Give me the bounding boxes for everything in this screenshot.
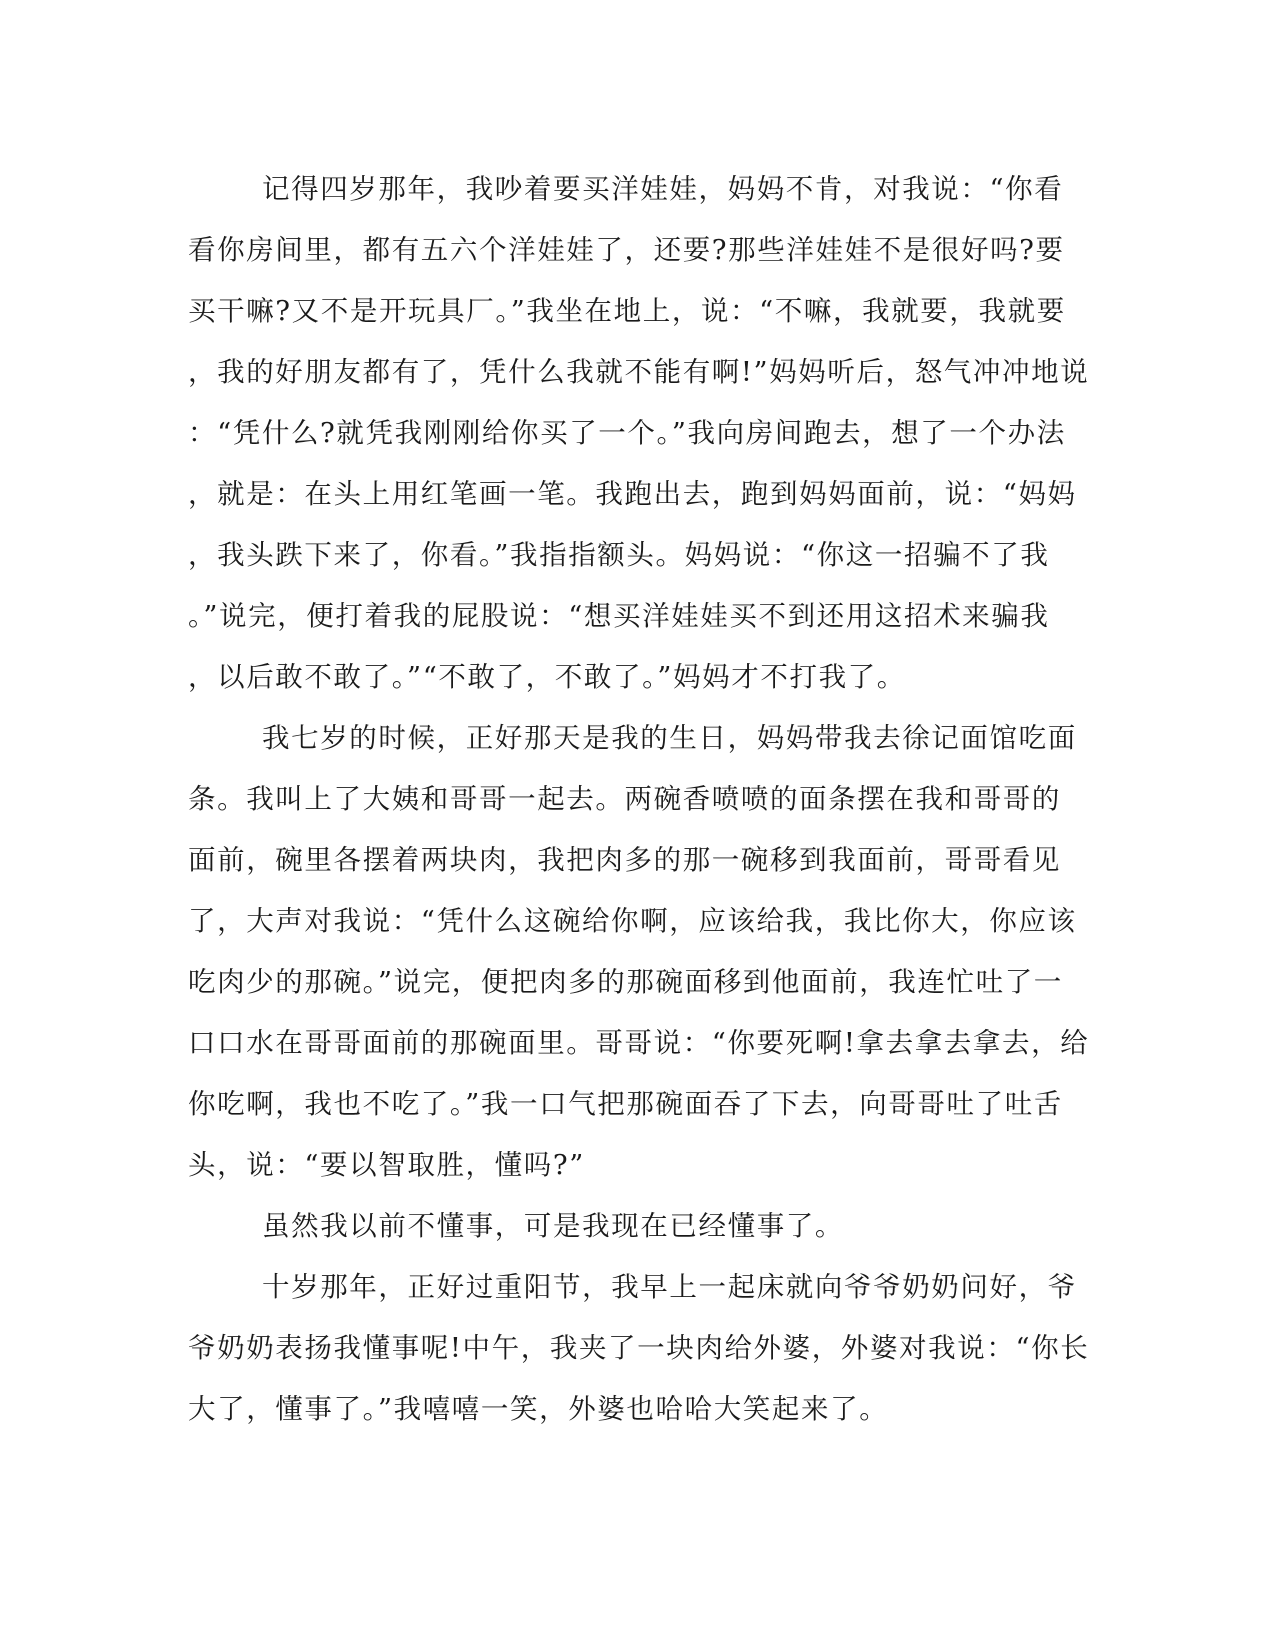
paragraph-3-line-1: 虽然我以前不懂事，可是我现在已经懂事了。: [262, 1210, 844, 1242]
paragraph-2-line-4: 了，大声对我说：“凭什么这碗给你啊，应该给我，我比你大，你应该: [188, 905, 1077, 937]
paragraph-1-line-7: ，我头跌下来了，你看。”我指指额头。妈妈说：“你这一招骗不了我: [188, 539, 1050, 571]
paragraph-1-line-4: ，我的好朋友都有了，凭什么我就不能有啊!”妈妈听后，怒气冲冲地说: [188, 356, 1090, 388]
paragraph-2-line-8: 头，说：“要以智取胜，懂吗?”: [188, 1149, 585, 1181]
paragraph-1-line-5: ：“凭什么?就凭我刚刚给你买了一个。”我向房间跑去，想了一个办法: [188, 417, 1066, 449]
paragraph-4-line-2: 爷奶奶表扬我懂事呢!中午，我夹了一块肉给外婆，外婆对我说：“你长: [188, 1332, 1090, 1364]
paragraph-1-line-2: 看你房间里，都有五六个洋娃娃了，还要?那些洋娃娃不是很好吗?要: [188, 234, 1065, 266]
paragraph-2-line-7: 你吃啊，我也不吃了。”我一口气把那碗面吞了下去，向哥哥吐了吐舌: [188, 1088, 1063, 1120]
paragraph-1-line-3: 买干嘛?又不是开玩具厂。”我坐在地上，说：“不嘛，我就要，我就要: [188, 295, 1066, 327]
paragraph-2-line-6: 口口水在哥哥面前的那碗面里。哥哥说：“你要死啊!拿去拿去拿去，给: [188, 1027, 1090, 1059]
paragraph-1-line-8: 。”说完，便打着我的屁股说：“想买洋娃娃买不到还用这招术来骗我: [188, 600, 1050, 632]
paragraph-2-line-3: 面前，碗里各摆着两块肉，我把肉多的那一碗移到我面前，哥哥看见: [188, 844, 1061, 876]
article-body: [188, 159, 1088, 1440]
paragraph-1-line-1: 记得四岁那年，我吵着要买洋娃娃，妈妈不肯，对我说：“你看: [262, 173, 1064, 205]
paragraph-2-line-2: 条。我叫上了大姨和哥哥一起去。两碗香喷喷的面条摆在我和哥哥的: [188, 783, 1061, 815]
paragraph-1-line-9: ，以后敢不敢了。”“不敢了，不敢了。”妈妈才不打我了。: [188, 661, 906, 693]
paragraph-2-line-5: 吃肉少的那碗。”说完，便把肉多的那碗面移到他面前，我连忙吐了一: [188, 966, 1063, 998]
paragraph-4-line-3: 大了，懂事了。”我嘻嘻一笑，外婆也哈哈大笑起来了。: [188, 1393, 889, 1425]
paragraph-2-line-1: 我七岁的时候，正好那天是我的生日，妈妈带我去徐记面馆吃面: [262, 722, 1077, 754]
paragraph-4-line-1: 十岁那年，正好过重阳节，我早上一起床就向爷爷奶奶问好，爷: [262, 1271, 1077, 1303]
paragraph-1-line-6: ，就是：在头上用红笔画一笔。我跑出去，跑到妈妈面前，说：“妈妈: [188, 478, 1077, 510]
